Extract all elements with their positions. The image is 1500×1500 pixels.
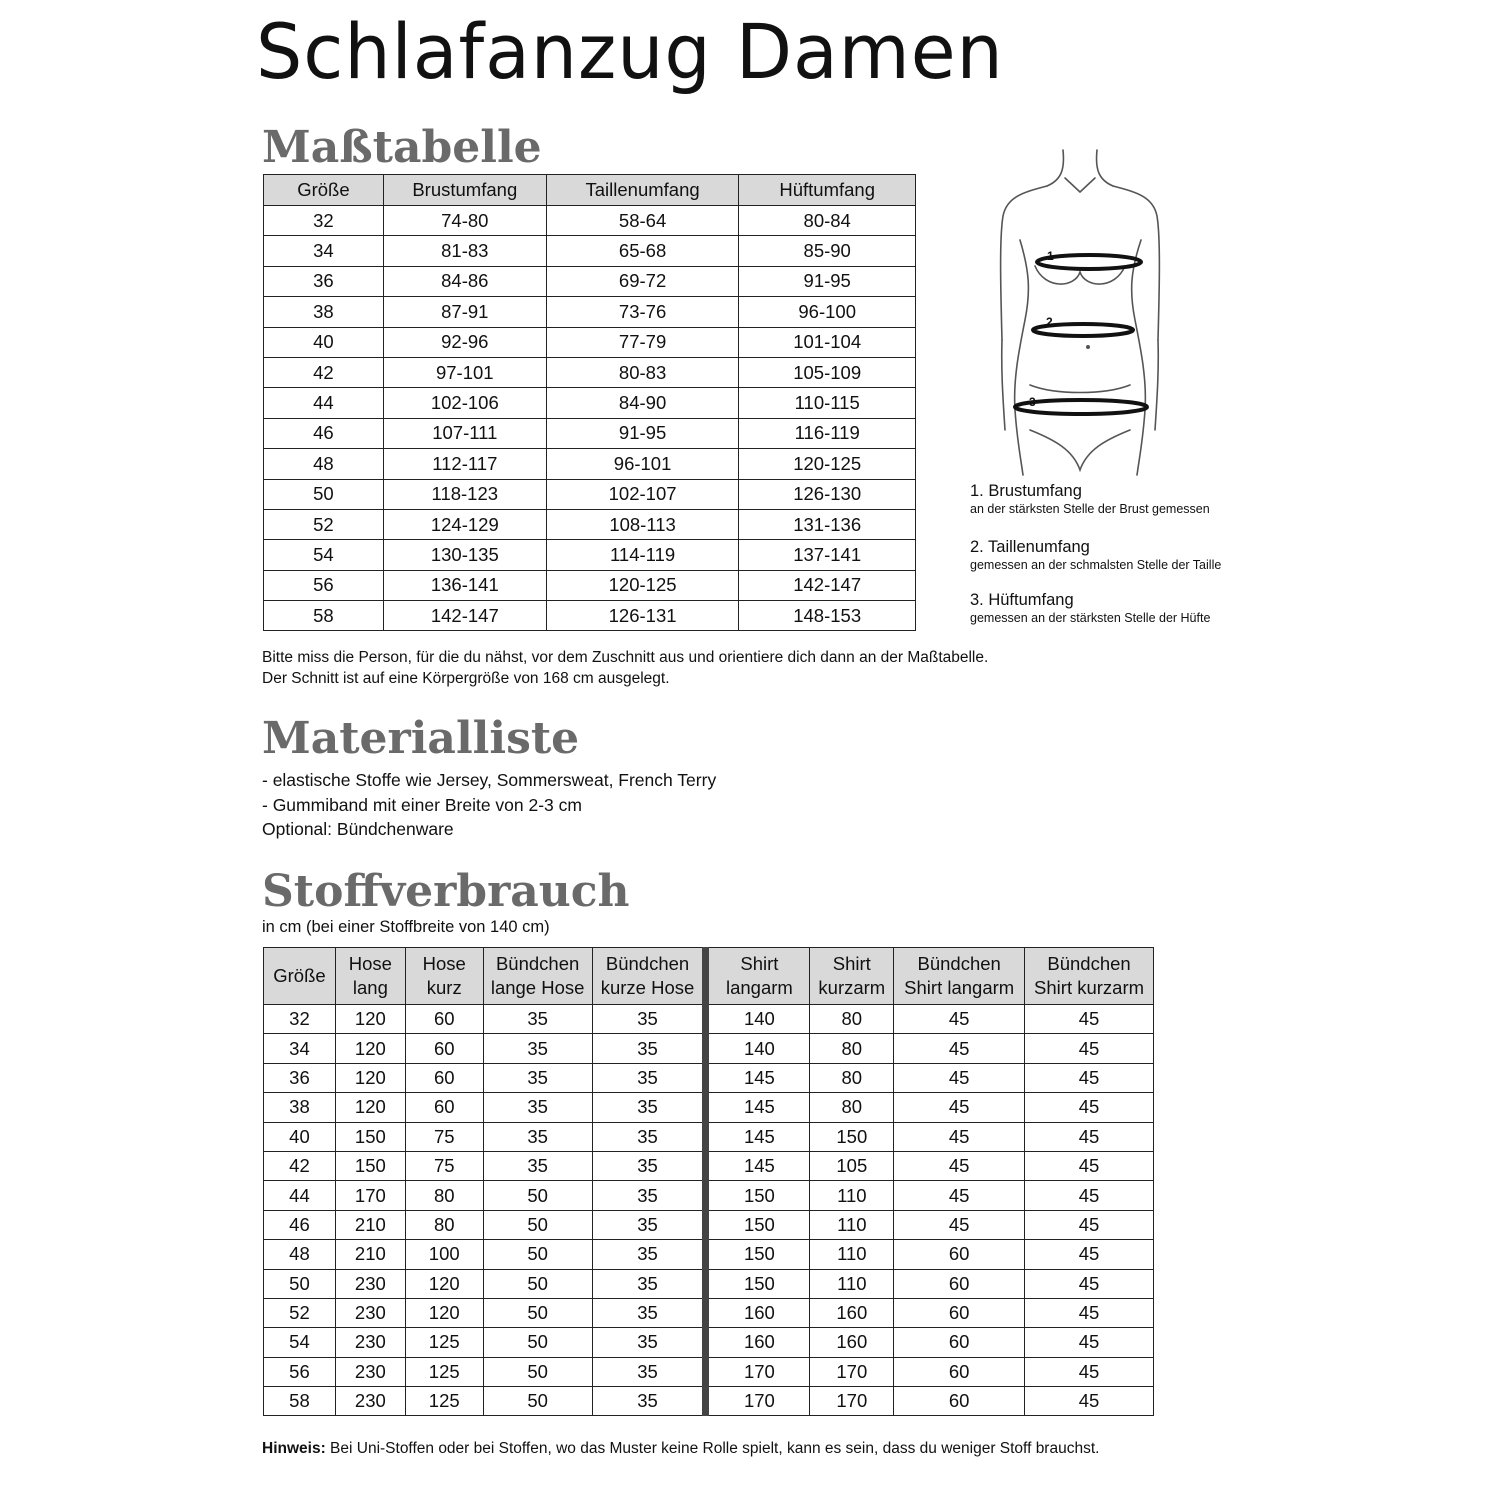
- table-cell: 52: [264, 509, 384, 539]
- arm-right-outline: [1155, 340, 1158, 430]
- table-cell: 85-90: [739, 236, 916, 266]
- legend-item-1: [970, 481, 1210, 517]
- legend-desc: gemessen an der stärksten Stelle der Hüfte: [970, 611, 1211, 625]
- table-cell: 45: [894, 1034, 1025, 1063]
- table-cell: 101-104: [739, 327, 916, 357]
- table-cell: 45: [894, 1005, 1025, 1034]
- table-cell: 45: [1025, 1063, 1154, 1092]
- table-cell: 35: [592, 1357, 706, 1386]
- table-cell: 50: [483, 1240, 592, 1269]
- table-cell: 230: [335, 1269, 405, 1298]
- table-cell: 50: [483, 1387, 592, 1416]
- fabric-table-header-cell: [335, 948, 405, 1005]
- footer-note: [262, 1438, 1099, 1459]
- table-cell: 45: [1025, 1151, 1154, 1180]
- table-row: [264, 540, 916, 570]
- header-line: lange Hose: [490, 977, 585, 998]
- table-cell: 137-141: [739, 540, 916, 570]
- header-line: Bündchen: [495, 953, 580, 974]
- table-cell: 35: [483, 1151, 592, 1180]
- table-cell: 145: [706, 1151, 810, 1180]
- legend-title: 1. Brustumfang: [970, 482, 1082, 500]
- table-cell: 35: [483, 1063, 592, 1092]
- legend-title: 3. Hüftumfang: [970, 591, 1074, 609]
- material-list: [262, 768, 716, 842]
- material-item: - Gummiband mit einer Breite von 2-3 cm: [262, 794, 582, 815]
- table-cell: 150: [706, 1181, 810, 1210]
- table-cell: 107-111: [383, 418, 546, 448]
- table-row: [264, 297, 916, 327]
- table-cell: 150: [335, 1122, 405, 1151]
- table-cell: 35: [483, 1122, 592, 1151]
- fabric-table-header-cell: [592, 948, 706, 1005]
- table-cell: 110: [810, 1181, 894, 1210]
- table-cell: 136-141: [383, 570, 546, 600]
- table-cell: 56: [264, 570, 384, 600]
- fabric-heading: Stoffverbrauch: [262, 866, 630, 917]
- table-row: [264, 388, 916, 418]
- table-cell: 96-100: [739, 297, 916, 327]
- table-cell: 50: [483, 1181, 592, 1210]
- table-cell: 46: [264, 1210, 336, 1239]
- body-measurement-figure: [985, 140, 1175, 480]
- table-row: [264, 1240, 1154, 1269]
- header-line: Größe: [273, 965, 326, 986]
- table-cell: 125: [405, 1357, 483, 1386]
- fabric-table-header-cell: [1025, 948, 1154, 1005]
- table-cell: 91-95: [546, 418, 739, 448]
- legend-desc: an der stärksten Stelle der Brust gemessen: [970, 502, 1210, 516]
- table-cell: 45: [1025, 1387, 1154, 1416]
- table-cell: 36: [264, 266, 384, 296]
- table-cell: 74-80: [383, 206, 546, 236]
- table-cell: 35: [592, 1063, 706, 1092]
- table-cell: 60: [405, 1093, 483, 1122]
- header-line: kurze Hose: [600, 977, 695, 998]
- table-row: [264, 206, 916, 236]
- table-cell: 45: [1025, 1210, 1154, 1239]
- table-cell: 60: [894, 1269, 1025, 1298]
- table-cell: 35: [483, 1093, 592, 1122]
- table-cell: 105-109: [739, 357, 916, 387]
- table-cell: 170: [706, 1357, 810, 1386]
- table-row: [264, 1328, 1154, 1357]
- size-note: [262, 647, 988, 689]
- table-cell: 46: [264, 418, 384, 448]
- size-table-header-cell: Taillenumfang: [546, 175, 739, 206]
- table-row: [264, 1034, 1154, 1063]
- fabric-table-header-cell: [706, 948, 810, 1005]
- torso-left-outline: [1015, 240, 1029, 475]
- header-line: lang: [352, 977, 388, 998]
- size-table: [263, 174, 916, 631]
- table-cell: 142-147: [739, 570, 916, 600]
- table-cell: 120: [335, 1093, 405, 1122]
- table-row: [264, 509, 916, 539]
- table-cell: 35: [592, 1151, 706, 1180]
- table-cell: 60: [894, 1387, 1025, 1416]
- table-cell: 110: [810, 1269, 894, 1298]
- table-row: [264, 570, 916, 600]
- marker-1: 1: [1047, 249, 1054, 263]
- table-cell: 35: [592, 1298, 706, 1327]
- table-cell: 160: [706, 1328, 810, 1357]
- table-cell: 96-101: [546, 449, 739, 479]
- size-table-heading: Maßtabelle: [262, 122, 542, 173]
- table-cell: 50: [483, 1269, 592, 1298]
- table-cell: 140: [706, 1005, 810, 1034]
- table-cell: 84-86: [383, 266, 546, 296]
- table-cell: 60: [894, 1328, 1025, 1357]
- size-table-header-cell: Hüftumfang: [739, 175, 916, 206]
- table-cell: 80-84: [739, 206, 916, 236]
- footer-text: Bei Uni-Stoffen oder bei Stoffen, wo das Muster keine Rolle spielt, kann es sein, dass du weniger Stoff brauchst.: [325, 1440, 1100, 1457]
- table-cell: 73-76: [546, 297, 739, 327]
- table-cell: 116-119: [739, 418, 916, 448]
- table-cell: 45: [894, 1181, 1025, 1210]
- table-row: [264, 1210, 1154, 1239]
- table-cell: 45: [894, 1093, 1025, 1122]
- table-cell: 120: [405, 1298, 483, 1327]
- table-cell: 35: [592, 1181, 706, 1210]
- table-cell: 80: [810, 1034, 894, 1063]
- table-cell: 92-96: [383, 327, 546, 357]
- header-line: Bündchen: [917, 953, 1001, 974]
- table-cell: 148-153: [739, 601, 916, 631]
- table-cell: 142-147: [383, 601, 546, 631]
- size-table-header-row: [264, 175, 916, 206]
- table-cell: 58: [264, 1387, 336, 1416]
- table-cell: 84-90: [546, 388, 739, 418]
- table-cell: 81-83: [383, 236, 546, 266]
- table-cell: 60: [405, 1063, 483, 1092]
- table-row: [264, 479, 916, 509]
- size-table-header-cell: Größe: [264, 175, 384, 206]
- table-cell: 145: [706, 1063, 810, 1092]
- header-line: Hose: [348, 953, 392, 974]
- table-cell: 38: [264, 297, 384, 327]
- table-cell: 120: [335, 1005, 405, 1034]
- table-cell: 42: [264, 357, 384, 387]
- size-table-header-cell: Brustumfang: [383, 175, 546, 206]
- table-row: [264, 1151, 1154, 1180]
- table-cell: 48: [264, 449, 384, 479]
- table-cell: 45: [1025, 1181, 1154, 1210]
- table-cell: 44: [264, 1181, 336, 1210]
- table-cell: 35: [592, 1122, 706, 1151]
- table-cell: 50: [264, 479, 384, 509]
- table-cell: 114-119: [546, 540, 739, 570]
- table-cell: 140: [706, 1034, 810, 1063]
- table-cell: 75: [405, 1151, 483, 1180]
- table-cell: 50: [483, 1298, 592, 1327]
- table-cell: 145: [706, 1093, 810, 1122]
- arm-left-outline: [1002, 340, 1005, 430]
- table-cell: 42: [264, 1151, 336, 1180]
- table-cell: 34: [264, 1034, 336, 1063]
- table-cell: 80: [810, 1063, 894, 1092]
- size-note-line-2: Der Schnitt ist auf eine Körpergröße von 168 cm ausgelegt.: [262, 670, 670, 687]
- torso-right-outline: [1132, 240, 1146, 475]
- table-cell: 80: [405, 1210, 483, 1239]
- table-cell: 60: [894, 1298, 1025, 1327]
- table-cell: 35: [592, 1093, 706, 1122]
- table-cell: 120: [335, 1063, 405, 1092]
- table-cell: 97-101: [383, 357, 546, 387]
- header-line: Shirt: [832, 953, 871, 974]
- table-cell: 91-95: [739, 266, 916, 296]
- table-row: [264, 1005, 1154, 1034]
- table-cell: 45: [894, 1122, 1025, 1151]
- table-cell: 110: [810, 1210, 894, 1239]
- table-row: [264, 266, 916, 296]
- table-cell: 120-125: [739, 449, 916, 479]
- material-heading: Materialliste: [262, 713, 580, 764]
- table-row: [264, 1122, 1154, 1151]
- table-cell: 35: [592, 1210, 706, 1239]
- table-cell: 45: [1025, 1269, 1154, 1298]
- table-cell: 56: [264, 1357, 336, 1386]
- table-cell: 45: [1025, 1240, 1154, 1269]
- table-cell: 60: [894, 1240, 1025, 1269]
- table-row: [264, 1387, 1154, 1416]
- table-cell: 230: [335, 1387, 405, 1416]
- fabric-table-header-cell: [405, 948, 483, 1005]
- table-cell: 50: [483, 1210, 592, 1239]
- table-cell: 124-129: [383, 509, 546, 539]
- table-cell: 40: [264, 1122, 336, 1151]
- table-cell: 45: [1025, 1005, 1154, 1034]
- table-cell: 145: [706, 1122, 810, 1151]
- table-cell: 120: [405, 1269, 483, 1298]
- table-cell: 69-72: [546, 266, 739, 296]
- table-cell: 36: [264, 1063, 336, 1092]
- marker-2: 2: [1046, 315, 1053, 329]
- table-cell: 112-117: [383, 449, 546, 479]
- table-cell: 120-125: [546, 570, 739, 600]
- table-cell: 45: [1025, 1093, 1154, 1122]
- table-cell: 45: [894, 1063, 1025, 1092]
- table-cell: 54: [264, 1328, 336, 1357]
- table-cell: 150: [706, 1210, 810, 1239]
- table-cell: 32: [264, 1005, 336, 1034]
- fabric-table-header-cell: [894, 948, 1025, 1005]
- table-cell: 80: [810, 1093, 894, 1122]
- table-cell: 120: [335, 1034, 405, 1063]
- table-cell: 45: [894, 1210, 1025, 1239]
- header-line: langarm: [725, 977, 793, 998]
- table-cell: 110-115: [739, 388, 916, 418]
- fabric-table-header-cell: [810, 948, 894, 1005]
- table-row: [264, 1357, 1154, 1386]
- table-cell: 230: [335, 1357, 405, 1386]
- size-note-line-1: Bitte miss die Person, für die du nähst, vor dem Zuschnitt aus und orientiere dich dann an der Maßtabelle.: [262, 649, 989, 666]
- table-cell: 126-130: [739, 479, 916, 509]
- table-cell: 32: [264, 206, 384, 236]
- table-row: [264, 1181, 1154, 1210]
- table-cell: 80-83: [546, 357, 739, 387]
- header-line: Shirt: [740, 953, 779, 974]
- table-cell: 210: [335, 1240, 405, 1269]
- table-cell: 60: [894, 1357, 1025, 1386]
- legend-title: 2. Taillenumfang: [970, 538, 1090, 556]
- table-cell: 50: [483, 1357, 592, 1386]
- table-cell: 35: [592, 1034, 706, 1063]
- table-row: [264, 327, 916, 357]
- fabric-table-header-row: [264, 948, 1154, 1005]
- table-cell: 230: [335, 1328, 405, 1357]
- table-cell: 45: [1025, 1357, 1154, 1386]
- table-cell: 125: [405, 1328, 483, 1357]
- legend-item-2: [970, 537, 1221, 573]
- table-cell: 35: [592, 1269, 706, 1298]
- table-cell: 52: [264, 1298, 336, 1327]
- table-cell: 35: [592, 1240, 706, 1269]
- header-line: Bündchen: [1047, 953, 1131, 974]
- table-cell: 45: [1025, 1298, 1154, 1327]
- table-cell: 35: [592, 1387, 706, 1416]
- fabric-table-header-cell: [483, 948, 592, 1005]
- page-title: Schlafanzug Damen: [256, 7, 1004, 96]
- table-cell: 108-113: [546, 509, 739, 539]
- table-cell: 105: [810, 1151, 894, 1180]
- footer-label: Hinweis:: [262, 1440, 326, 1457]
- table-cell: 131-136: [739, 509, 916, 539]
- table-cell: 35: [483, 1005, 592, 1034]
- header-line: Shirt kurzarm: [1034, 977, 1145, 998]
- table-cell: 80: [810, 1005, 894, 1034]
- table-cell: 160: [810, 1298, 894, 1327]
- header-line: Shirt langarm: [904, 977, 1015, 998]
- table-cell: 44: [264, 388, 384, 418]
- table-cell: 60: [405, 1005, 483, 1034]
- marker-3: 3: [1029, 395, 1036, 409]
- table-row: [264, 1269, 1154, 1298]
- table-cell: 60: [405, 1034, 483, 1063]
- table-cell: 210: [335, 1210, 405, 1239]
- header-line: kurz: [426, 977, 462, 998]
- header-line: Hose: [422, 953, 466, 974]
- header-line: Bündchen: [605, 953, 690, 974]
- table-cell: 54: [264, 540, 384, 570]
- table-cell: 48: [264, 1240, 336, 1269]
- table-cell: 110: [810, 1240, 894, 1269]
- table-cell: 77-79: [546, 327, 739, 357]
- fabric-subtitle: in cm (bei einer Stoffbreite von 140 cm): [262, 918, 550, 936]
- table-row: [264, 1298, 1154, 1327]
- table-cell: 35: [483, 1034, 592, 1063]
- table-row: [264, 418, 916, 448]
- table-cell: 87-91: [383, 297, 546, 327]
- table-cell: 58-64: [546, 206, 739, 236]
- table-cell: 45: [1025, 1034, 1154, 1063]
- table-cell: 150: [706, 1240, 810, 1269]
- table-cell: 50: [264, 1269, 336, 1298]
- table-cell: 150: [706, 1269, 810, 1298]
- fabric-table-header-cell: [264, 948, 336, 1005]
- table-cell: 75: [405, 1122, 483, 1151]
- table-cell: 170: [706, 1387, 810, 1416]
- collarbone-outline: [1065, 178, 1095, 192]
- table-row: [264, 449, 916, 479]
- table-cell: 160: [706, 1298, 810, 1327]
- table-cell: 80: [405, 1181, 483, 1210]
- table-cell: 150: [335, 1151, 405, 1180]
- table-cell: 100: [405, 1240, 483, 1269]
- table-cell: 170: [335, 1181, 405, 1210]
- table-cell: 126-131: [546, 601, 739, 631]
- table-cell: 160: [810, 1328, 894, 1357]
- table-cell: 45: [1025, 1122, 1154, 1151]
- table-row: [264, 601, 916, 631]
- legend-item-3: [970, 590, 1210, 626]
- table-cell: 102-106: [383, 388, 546, 418]
- table-cell: 130-135: [383, 540, 546, 570]
- table-cell: 102-107: [546, 479, 739, 509]
- neck-outline: [1047, 150, 1113, 186]
- material-item: - elastische Stoffe wie Jersey, Sommersweat, French Terry: [262, 770, 717, 790]
- table-cell: 45: [1025, 1328, 1154, 1357]
- table-cell: 34: [264, 236, 384, 266]
- table-cell: 38: [264, 1093, 336, 1122]
- legend-desc: gemessen an der schmalsten Stelle der Taille: [970, 558, 1222, 572]
- hip-line-outline: [1030, 385, 1130, 393]
- fabric-table: [263, 947, 1154, 1416]
- table-row: [264, 1093, 1154, 1122]
- table-cell: 118-123: [383, 479, 546, 509]
- table-row: [264, 236, 916, 266]
- table-cell: 58: [264, 601, 384, 631]
- table-cell: 65-68: [546, 236, 739, 266]
- table-cell: 45: [894, 1151, 1025, 1180]
- header-line: kurzarm: [818, 977, 886, 998]
- table-cell: 150: [810, 1122, 894, 1151]
- table-cell: 40: [264, 327, 384, 357]
- table-cell: 125: [405, 1387, 483, 1416]
- navel-dot: [1086, 345, 1090, 349]
- table-cell: 170: [810, 1387, 894, 1416]
- table-cell: 230: [335, 1298, 405, 1327]
- table-row: [264, 1063, 1154, 1092]
- table-cell: 35: [592, 1328, 706, 1357]
- material-item: Optional: Bündchenware: [262, 819, 454, 839]
- table-cell: 50: [483, 1328, 592, 1357]
- brief-outline: [1030, 430, 1130, 470]
- table-cell: 35: [592, 1005, 706, 1034]
- table-row: [264, 357, 916, 387]
- table-cell: 170: [810, 1357, 894, 1386]
